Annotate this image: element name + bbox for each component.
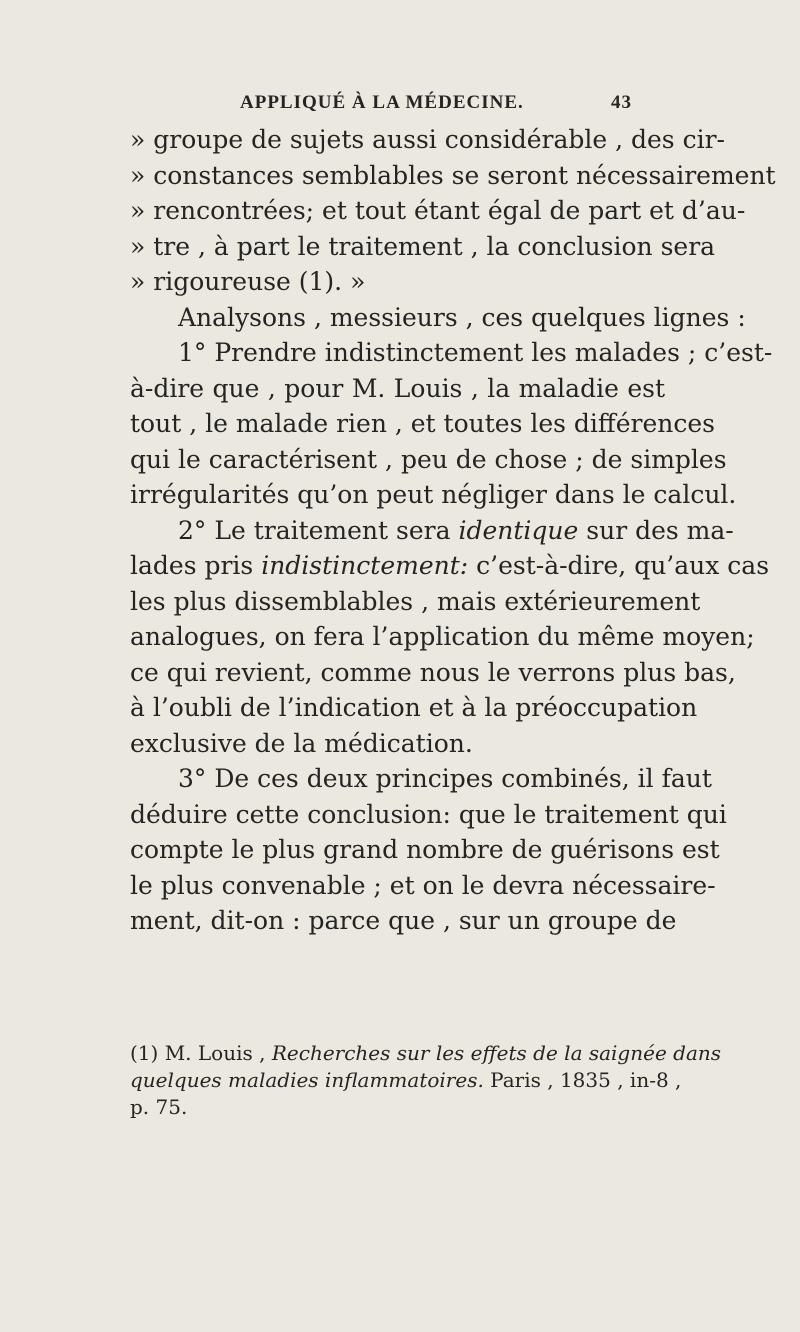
text-line: exclusive de la médication. (130, 728, 473, 758)
text-line: Analysons , messieurs , ces quelques lignes : (178, 302, 746, 332)
page-number: 43 (611, 92, 632, 113)
running-title: APPLIQUÉ À LA MÉDECINE. (240, 92, 524, 113)
text-line: 2° Le traitement sera identique sur des ma- (178, 515, 734, 545)
text-line: tout , le malade rien , et toutes les différences (130, 409, 715, 438)
text-line: à-dire que , pour M. Louis , la maladie est (130, 373, 665, 403)
text-line: le plus convenable ; et on le devra nécessaire- (130, 870, 716, 900)
text-line: à l’oubli de l’indication et à la préoccupation (130, 693, 698, 722)
text-line: déduire cette conclusion: que le traitement qui (130, 799, 727, 829)
footnote-marker: (1) (130, 1041, 159, 1065)
text-line: » groupe de sujets aussi considérable , des cir- (130, 125, 725, 154)
emphasis: indistinctement: (261, 551, 469, 580)
text-line: » constances semblables se seront nécessairement (130, 160, 776, 190)
text-line: 3° De ces deux principes combinés, il faut (178, 764, 712, 793)
text-line: » tre , à part le traitement , la conclusion sera (130, 231, 716, 261)
footnote-publication: Paris , 1835 , in-8 , (490, 1068, 682, 1092)
footnote-line (130, 1067, 682, 1094)
footnote-title: Recherches sur les effets de la saignée dans (271, 1041, 722, 1065)
footnote-title: quelques maladies inflammatoires. (130, 1068, 484, 1092)
text-line: ce qui revient, comme nous le verrons plus bas, (130, 657, 736, 687)
text-line: » rencontrées; et tout étant égal de part et d’au- (130, 196, 746, 225)
footnote (130, 1040, 722, 1121)
text-line: » rigoureuse (1). » (130, 267, 366, 296)
text-line: ment, dit-on : parce que , sur un groupe de (130, 906, 677, 935)
footnote-author: M. Louis , (164, 1041, 266, 1065)
text-line: compte le plus grand nombre de guérisons est (130, 835, 720, 864)
body-text (130, 122, 776, 939)
footnote-line (130, 1040, 722, 1067)
emphasis: identique (458, 515, 579, 545)
text-line: analogues, on fera l’application du même moyen; (130, 622, 755, 651)
text-line: lades pris indistinctement: c’est-à-dire, qu’aux cas (130, 551, 770, 580)
text-line: irrégularités qu’on peut négliger dans le calcul. (130, 480, 737, 509)
text-line: les plus dissemblables , mais extérieurement (130, 586, 701, 616)
text-line: 1° Prendre indistinctement les malades ; c’est- (178, 338, 773, 367)
text-line: qui le caractérisent , peu de chose ; de simples (130, 444, 727, 474)
footnote-page-ref: p. 75. (130, 1095, 188, 1119)
